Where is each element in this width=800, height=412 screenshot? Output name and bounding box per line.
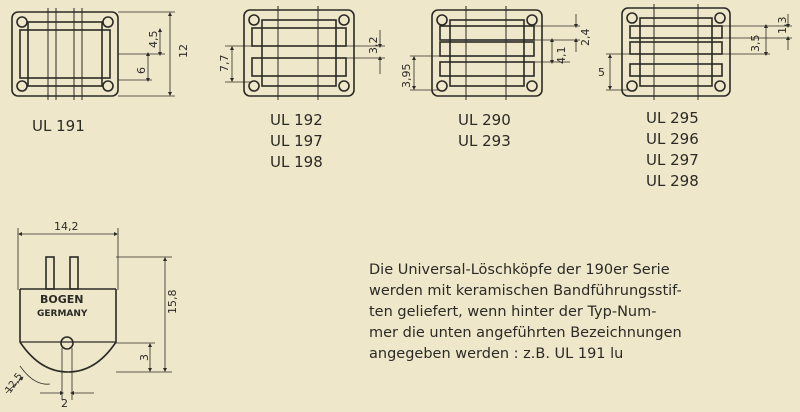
dim-3-5: 3,5 [749,34,762,52]
dim-4-5: 4,5 [147,30,160,48]
model-label: UL 198 [270,153,323,171]
dim-15-8: 15,8 [166,289,179,314]
dim-3-95: 3,95 [400,63,413,88]
description-line: werden mit keramischen Bandführungsstif- [369,283,682,299]
description-line: ten geliefert, wenn hinter der Typ-Num- [369,304,657,320]
model-label: UL 290 [458,111,511,129]
logo-bogen: BOGEN [40,293,84,306]
description-line: Die Universal-Löschköpfe der 190er Serie [369,262,670,278]
model-label: UL 295 [646,109,699,127]
model-label: UL 297 [646,151,699,169]
dim-3-2: 3,2 [367,36,380,54]
description-line: mer die unten angeführten Bezeichnungen [369,325,682,341]
dim-12-5: 12,5 [3,371,26,396]
model-label: UL 192 [270,111,323,129]
models-ul290 [458,110,511,152]
head-side-view-drawing [6,228,172,400]
dim-1-3: 1,3 [776,16,789,34]
head-ul191-drawing [12,8,175,100]
dim-5: 5 [598,66,605,79]
models-ul295 [646,108,699,192]
model-label: UL 197 [270,132,323,150]
dim-4-1: 4,1 [555,46,568,64]
head-ul192-drawing [225,6,385,100]
model-label: UL 298 [646,172,699,190]
dim-2-4: 2,4 [579,28,592,46]
model-label: UL 296 [646,130,699,148]
logo-germany: GERMANY [37,309,88,319]
head-ul295-drawing [606,4,792,100]
description-line: angegeben werden : z.B. UL 191 lu [369,346,624,362]
dim-7-7: 7,7 [218,54,231,72]
dim-14-2: 14,2 [54,220,79,233]
models-ul192 [270,110,323,173]
models-ul191 [32,116,85,137]
dim-6: 6 [135,67,148,74]
dim-12: 12 [177,44,190,58]
model-label: UL 293 [458,132,511,150]
dim-3: 3 [138,354,151,361]
dim-2: 2 [61,397,68,410]
description-paragraph [369,260,759,365]
model-label: UL 191 [32,117,85,135]
